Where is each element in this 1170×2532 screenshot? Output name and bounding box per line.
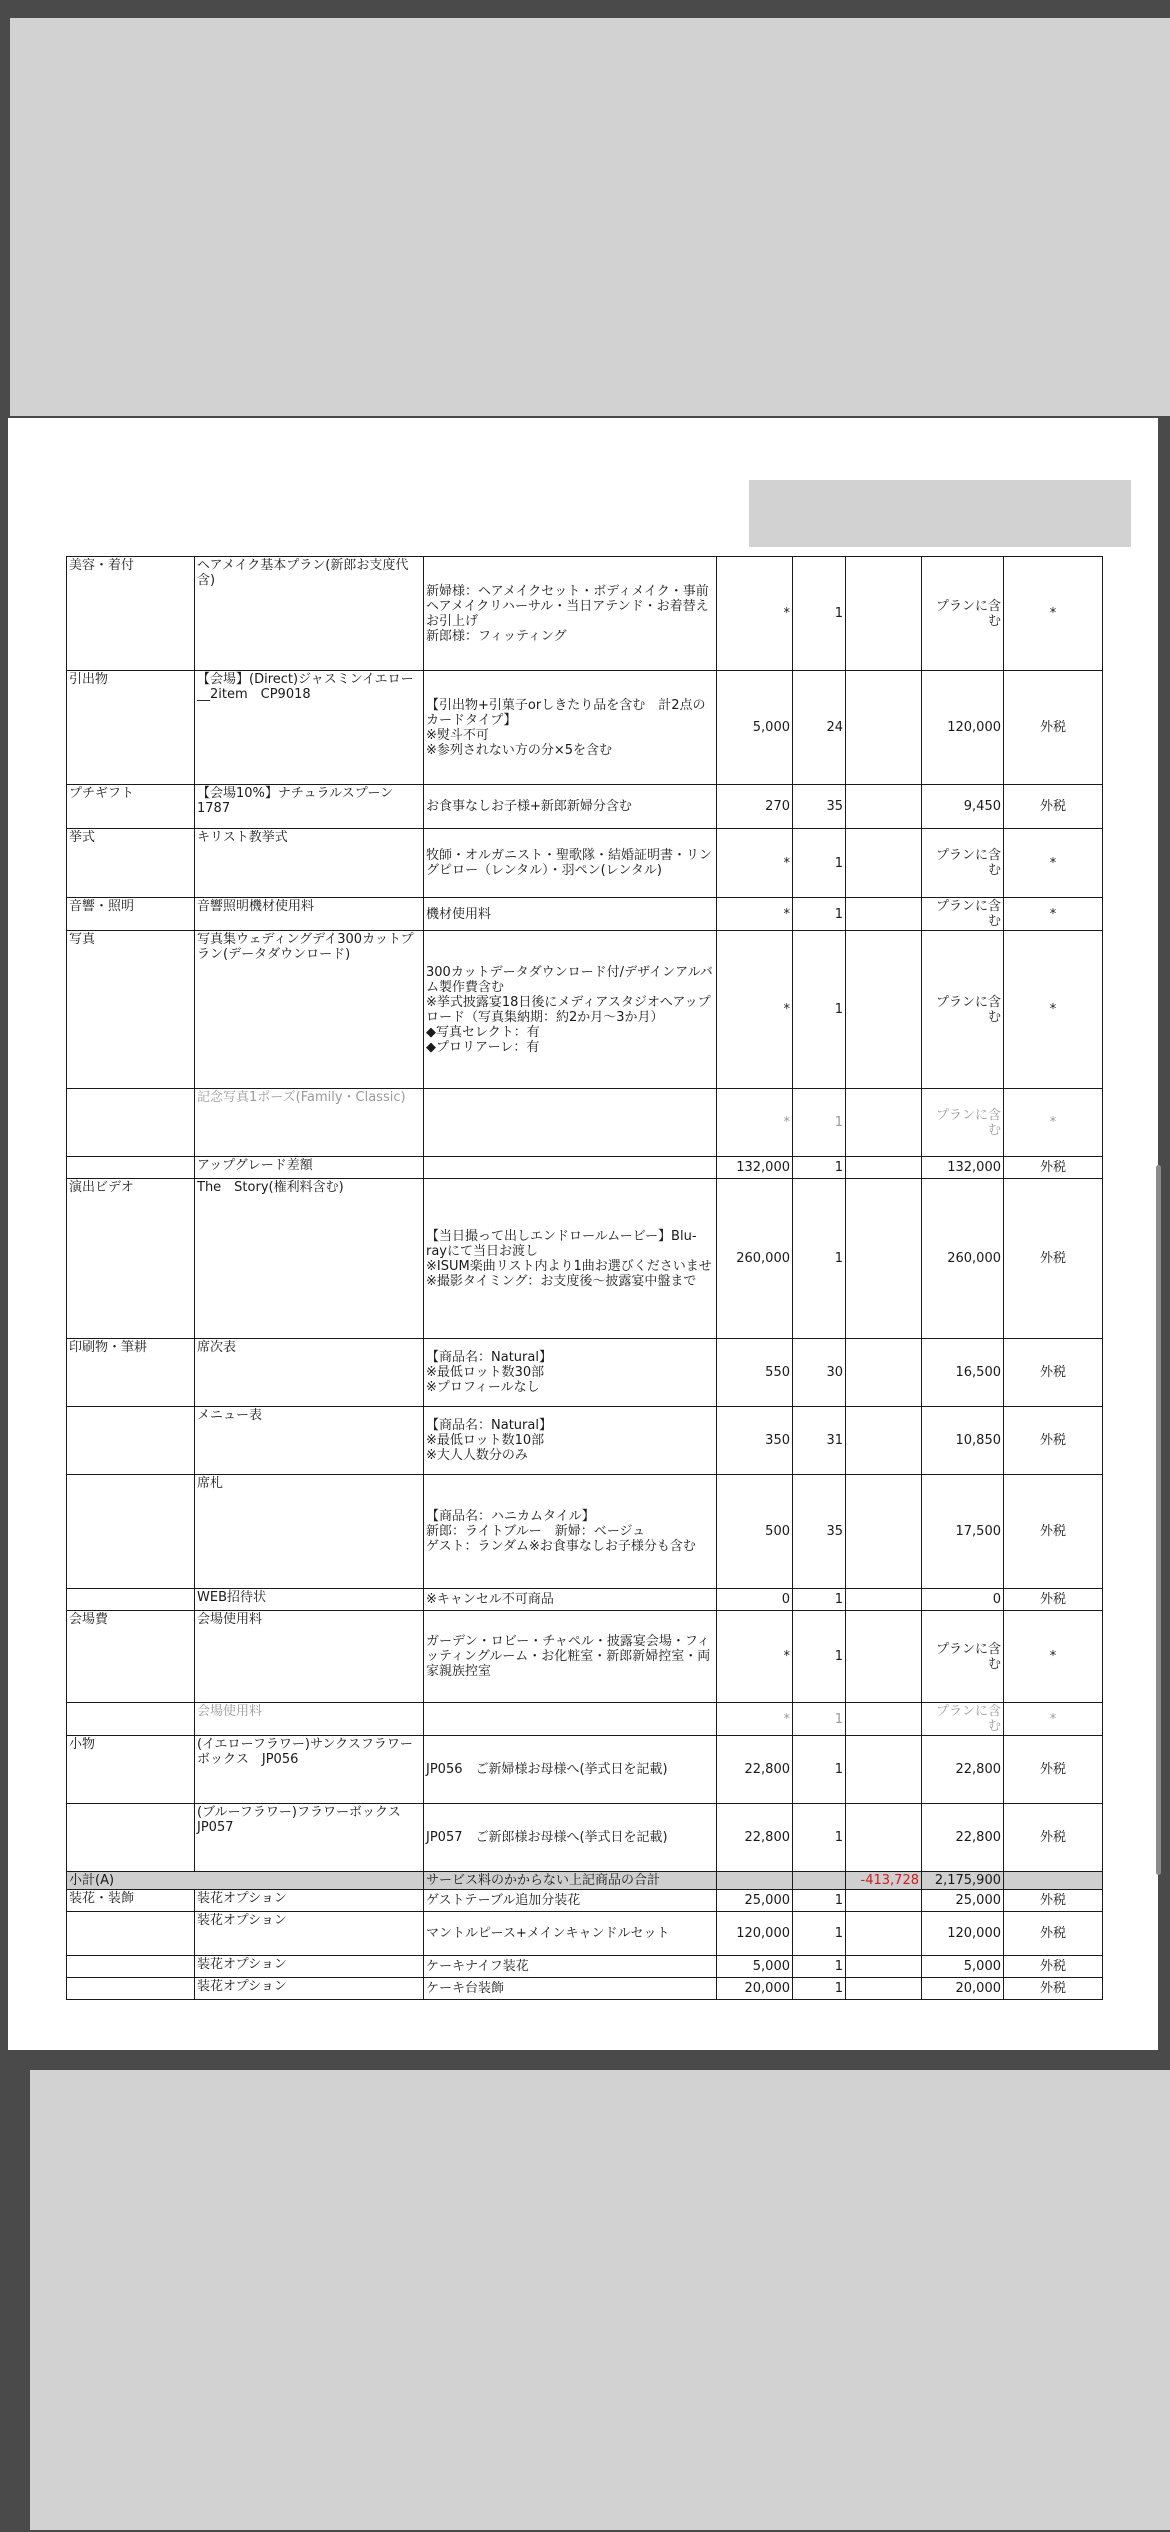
discount-cell: [846, 1978, 922, 2000]
amount-cell: 120,000: [922, 671, 1004, 785]
item-name-cell: 記念写真1ポーズ(Family・Classic): [195, 1089, 424, 1157]
quantity-cell: 1: [793, 1890, 846, 1912]
redacted-top-block: [10, 18, 1170, 416]
item-name-cell: メニュー表: [195, 1407, 424, 1475]
category-cell: 音響・照明: [67, 898, 195, 931]
description-cell: ケーキナイフ装花: [424, 1956, 717, 1978]
tax-cell: 外税: [1004, 1956, 1103, 1978]
unit-price-cell: 132,000: [717, 1157, 793, 1179]
unit-price-cell: 5,000: [717, 1956, 793, 1978]
discount-cell: [846, 1179, 922, 1339]
description-cell: マントルピース+メインキャンドルセット: [424, 1912, 717, 1956]
unit-price-cell: *: [717, 829, 793, 898]
redacted-header-box: [749, 480, 1131, 547]
description-cell: ケーキ台装飾: [424, 1978, 717, 2000]
quantity-cell: 1: [793, 1804, 846, 1872]
discount-cell: [846, 1736, 922, 1804]
category-cell: [67, 1912, 195, 1956]
amount-cell: 22,800: [922, 1736, 1004, 1804]
discount-cell: [846, 671, 922, 785]
tax-cell: *: [1004, 1611, 1103, 1703]
item-name-cell: 会場使用料: [195, 1611, 424, 1703]
amount-cell: 20,000: [922, 1978, 1004, 2000]
unit-price-cell: 350: [717, 1407, 793, 1475]
category-cell: 写真: [67, 931, 195, 1089]
amount-cell: プランに含む: [922, 829, 1004, 898]
tax-cell: *: [1004, 898, 1103, 931]
table-row: [67, 931, 1103, 1089]
description-cell: お食事なしお子様+新郎新婦分含む: [424, 785, 717, 829]
description-cell: 新婦様：ヘアメイクセット・ボディメイク・事前ヘアメイクリハーサル・当日アテンド・お着替えお引上げ 新郎様：フィッティング: [424, 557, 717, 671]
table-row: [67, 1736, 1103, 1804]
amount-cell: 132,000: [922, 1157, 1004, 1179]
item-name-cell: 席札: [195, 1475, 424, 1589]
discount-cell: [846, 931, 922, 1089]
discount-cell: [846, 1339, 922, 1407]
tax-cell: *: [1004, 1089, 1103, 1157]
tax-cell: 外税: [1004, 1978, 1103, 2000]
item-name-cell: キリスト教挙式: [195, 829, 424, 898]
description-cell: [424, 1157, 717, 1179]
discount-cell: [846, 557, 922, 671]
unit-price-cell: 25,000: [717, 1890, 793, 1912]
amount-cell: 0: [922, 1589, 1004, 1611]
unit-price-cell: *: [717, 557, 793, 671]
table-row: [67, 1589, 1103, 1611]
amount-cell: プランに含む: [922, 931, 1004, 1089]
amount-cell: 22,800: [922, 1804, 1004, 1872]
category-cell: 美容・着付: [67, 557, 195, 671]
subtotal-empty: [717, 1872, 793, 1890]
table-row: [67, 1978, 1103, 2000]
quantity-cell: 1: [793, 829, 846, 898]
amount-cell: 5,000: [922, 1956, 1004, 1978]
table-row: [67, 557, 1103, 671]
description-cell: ※キャンセル不可商品: [424, 1589, 717, 1611]
unit-price-cell: *: [717, 1703, 793, 1736]
table-row: [67, 898, 1103, 931]
item-name-cell: 音響照明機材使用料: [195, 898, 424, 931]
table-row: [67, 1339, 1103, 1407]
tax-cell: 外税: [1004, 1407, 1103, 1475]
discount-cell: [846, 1956, 922, 1978]
table-row: [67, 1407, 1103, 1475]
table-row: [67, 785, 1103, 829]
tax-cell: 外税: [1004, 785, 1103, 829]
tax-cell: *: [1004, 931, 1103, 1089]
description-cell: ゲストテーブル追加分装花: [424, 1890, 717, 1912]
item-name-cell: ヘアメイク基本プラン(新郎お支度代含): [195, 557, 424, 671]
quantity-cell: 1: [793, 1589, 846, 1611]
description-cell: 【引出物+引菓子orしきたり品を含む 計2点のカードタイプ】 ※熨斗不可 ※参列されない方の分×5を含む: [424, 671, 717, 785]
quantity-cell: 1: [793, 1089, 846, 1157]
unit-price-cell: 0: [717, 1589, 793, 1611]
description-cell: 【商品名：Natural】 ※最低ロット数30部 ※プロフィールなし: [424, 1339, 717, 1407]
category-cell: [67, 1804, 195, 1872]
category-cell: [67, 1589, 195, 1611]
description-cell: ガーデン・ロビー・チャペル・披露宴会場・フィッティングルーム・お化粧室・新郎新婦控室・両家親族控室: [424, 1611, 717, 1703]
tax-cell: 外税: [1004, 1475, 1103, 1589]
unit-price-cell: 22,800: [717, 1804, 793, 1872]
description-cell: 機材使用料: [424, 898, 717, 931]
tax-cell: 外税: [1004, 1912, 1103, 1956]
item-name-cell: アップグレード差額: [195, 1157, 424, 1179]
unit-price-cell: *: [717, 898, 793, 931]
amount-cell: 260,000: [922, 1179, 1004, 1339]
amount-cell: 17,500: [922, 1475, 1004, 1589]
tax-cell: 外税: [1004, 1804, 1103, 1872]
tax-cell: *: [1004, 1703, 1103, 1736]
item-name-cell: 写真集ウェディングデイ300カットプラン(データダウンロード): [195, 931, 424, 1089]
amount-cell: 16,500: [922, 1339, 1004, 1407]
quantity-cell: 1: [793, 1703, 846, 1736]
category-cell: [67, 1407, 195, 1475]
amount-cell: プランに含む: [922, 557, 1004, 671]
table-row: [67, 1475, 1103, 1589]
category-cell: プチギフト: [67, 785, 195, 829]
subtotal-label: 小計(A): [67, 1872, 424, 1890]
description-cell: 牧師・オルガニスト・聖歌隊・結婚証明書・リングピロー（レンタル）・羽ペン(レンタル): [424, 829, 717, 898]
category-cell: 演出ビデオ: [67, 1179, 195, 1339]
discount-cell: [846, 1890, 922, 1912]
subtotal-description: サービス料のかからない上記商品の合計: [424, 1872, 717, 1890]
discount-cell: [846, 1157, 922, 1179]
discount-cell: [846, 785, 922, 829]
table-row: [67, 1890, 1103, 1912]
table-row: [67, 1157, 1103, 1179]
item-name-cell: 会場使用料: [195, 1703, 424, 1736]
quantity-cell: 24: [793, 671, 846, 785]
item-name-cell: 【会場】(Direct)ジャスミンイエロー__2item CP9018: [195, 671, 424, 785]
category-cell: [67, 1089, 195, 1157]
discount-cell: [846, 1089, 922, 1157]
quantity-cell: 1: [793, 1912, 846, 1956]
item-name-cell: The Story(権利料含む): [195, 1179, 424, 1339]
quantity-cell: 1: [793, 1736, 846, 1804]
unit-price-cell: 550: [717, 1339, 793, 1407]
item-name-cell: 装花オプション: [195, 1956, 424, 1978]
discount-cell: [846, 1703, 922, 1736]
tax-cell: *: [1004, 557, 1103, 671]
amount-cell: 25,000: [922, 1890, 1004, 1912]
discount-cell: [846, 1611, 922, 1703]
tax-cell: 外税: [1004, 671, 1103, 785]
discount-cell: [846, 1407, 922, 1475]
quote-table: [66, 556, 1103, 2000]
amount-cell: プランに含む: [922, 1611, 1004, 1703]
tax-cell: 外税: [1004, 1736, 1103, 1804]
unit-price-cell: 22,800: [717, 1736, 793, 1804]
scrollbar-thumb[interactable]: [1156, 1165, 1161, 1875]
unit-price-cell: 270: [717, 785, 793, 829]
table-row: [67, 829, 1103, 898]
quantity-cell: 1: [793, 1956, 846, 1978]
table-row: [67, 671, 1103, 785]
category-cell: [67, 1703, 195, 1736]
description-cell: 【商品名：Natural】 ※最低ロット数10部 ※大人人数分のみ: [424, 1407, 717, 1475]
item-name-cell: 装花オプション: [195, 1890, 424, 1912]
table-row: [67, 1611, 1103, 1703]
tax-cell: *: [1004, 829, 1103, 898]
quantity-cell: 1: [793, 931, 846, 1089]
description-cell: 【商品名：ハニカムタイル】 新郎：ライトブルー 新婦：ベージュ ゲスト：ランダム※お食事なしお子様分も含む: [424, 1475, 717, 1589]
amount-cell: 120,000: [922, 1912, 1004, 1956]
category-cell: 引出物: [67, 671, 195, 785]
quantity-cell: 1: [793, 1611, 846, 1703]
description-cell: JP056 ご新婦様お母様へ(挙式日を記載): [424, 1736, 717, 1804]
item-name-cell: (イエローフラワー)サンクスフラワーボックス JP056: [195, 1736, 424, 1804]
amount-cell: 10,850: [922, 1407, 1004, 1475]
redacted-bottom-block: [30, 2070, 1170, 2530]
description-cell: [424, 1703, 717, 1736]
category-cell: 装花・装飾: [67, 1890, 195, 1912]
discount-cell: [846, 1475, 922, 1589]
discount-cell: [846, 1912, 922, 1956]
item-name-cell: WEB招待状: [195, 1589, 424, 1611]
item-name-cell: 装花オプション: [195, 1978, 424, 2000]
discount-cell: [846, 898, 922, 931]
subtotal-amount: 2,175,900: [922, 1872, 1004, 1890]
category-cell: [67, 1956, 195, 1978]
category-cell: 会場費: [67, 1611, 195, 1703]
quantity-cell: 1: [793, 1978, 846, 2000]
quantity-cell: 31: [793, 1407, 846, 1475]
description-cell: [424, 1089, 717, 1157]
unit-price-cell: *: [717, 1611, 793, 1703]
item-name-cell: 装花オプション: [195, 1912, 424, 1956]
table-row: [67, 1703, 1103, 1736]
discount-cell: [846, 1804, 922, 1872]
quantity-cell: 1: [793, 1179, 846, 1339]
subtotal-empty: [1004, 1872, 1103, 1890]
category-cell: [67, 1475, 195, 1589]
quantity-cell: 1: [793, 557, 846, 671]
discount-cell: [846, 829, 922, 898]
tax-cell: 外税: [1004, 1157, 1103, 1179]
table-row: [67, 1956, 1103, 1978]
table-row: [67, 1912, 1103, 1956]
unit-price-cell: 5,000: [717, 671, 793, 785]
unit-price-cell: 120,000: [717, 1912, 793, 1956]
table-row: [67, 1089, 1103, 1157]
amount-cell: プランに含む: [922, 898, 1004, 931]
unit-price-cell: *: [717, 931, 793, 1089]
discount-cell: [846, 1589, 922, 1611]
category-cell: 挙式: [67, 829, 195, 898]
quantity-cell: 30: [793, 1339, 846, 1407]
subtotal-discount: -413,728: [846, 1872, 922, 1890]
category-cell: 小物: [67, 1736, 195, 1804]
amount-cell: プランに含む: [922, 1703, 1004, 1736]
subtotal-empty: [793, 1872, 846, 1890]
category-cell: 印刷物・筆耕: [67, 1339, 195, 1407]
table-row: [67, 1179, 1103, 1339]
unit-price-cell: 260,000: [717, 1179, 793, 1339]
item-name-cell: 席次表: [195, 1339, 424, 1407]
tax-cell: 外税: [1004, 1890, 1103, 1912]
item-name-cell: 【会場10%】ナチュラルスプーン 1787: [195, 785, 424, 829]
amount-cell: 9,450: [922, 785, 1004, 829]
unit-price-cell: 500: [717, 1475, 793, 1589]
category-cell: [67, 1978, 195, 2000]
subtotal-row: [67, 1872, 1103, 1890]
quantity-cell: 35: [793, 785, 846, 829]
tax-cell: 外税: [1004, 1179, 1103, 1339]
description-cell: 300カットデータダウンロード付/デザインアルバム製作費含む ※挙式披露宴18日後にメディアスタジオへアップロード（写真集納期：約2か月〜3か月） ◆写真セレクト：有 ◆プロリアーレ：有: [424, 931, 717, 1089]
unit-price-cell: 20,000: [717, 1978, 793, 2000]
unit-price-cell: *: [717, 1089, 793, 1157]
quantity-cell: 1: [793, 898, 846, 931]
quantity-cell: 35: [793, 1475, 846, 1589]
category-cell: [67, 1157, 195, 1179]
quantity-cell: 1: [793, 1157, 846, 1179]
description-cell: 【当日撮って出しエンドロールムービー】Blu-rayにて当日お渡し ※ISUM楽曲リスト内より1曲お選びくださいませ ※撮影タイミング：お支度後〜披露宴中盤まで: [424, 1179, 717, 1339]
tax-cell: 外税: [1004, 1339, 1103, 1407]
description-cell: JP057 ご新郎様お母様へ(挙式日を記載): [424, 1804, 717, 1872]
tax-cell: 外税: [1004, 1589, 1103, 1611]
amount-cell: プランに含む: [922, 1089, 1004, 1157]
table-row: [67, 1804, 1103, 1872]
item-name-cell: (ブルーフラワー)フラワーボックス JP057: [195, 1804, 424, 1872]
